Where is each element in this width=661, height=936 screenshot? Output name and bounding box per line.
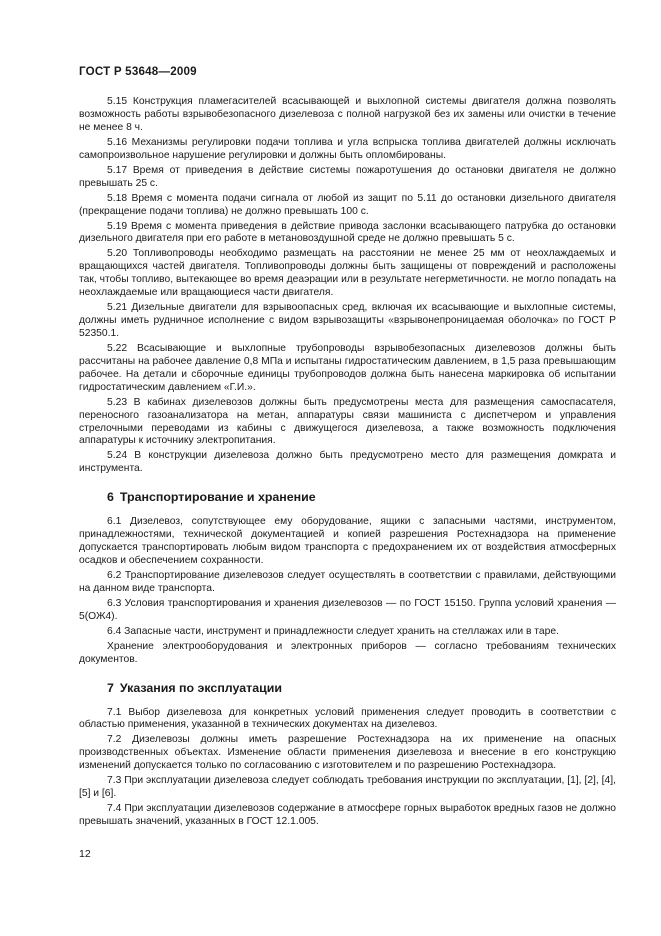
- section-6-number: 6: [107, 490, 114, 505]
- paragraph-6-1: 6.1 Дизелевоз, сопутствующее ему оборудование, ящики с запасными частями, инструментом, принадлежностями, технической документацией и копией разрешения Ростехнадзора на применение допускается транспортировать любым видом транспорта с предохранением их от воздействия атмосферных осадков и обеспечением сохранности.: [79, 516, 616, 566]
- section-7-heading: [79, 681, 616, 696]
- paragraph-7-1: 7.1 Выбор дизелевоза для конкретных условий применения следует проводить в соответствии с областью применения, указанной в технических документах на дизелевоз.: [79, 706, 616, 731]
- section-7-number: 7: [107, 680, 114, 695]
- paragraph-5-17: 5.17 Время от приведения в действие системы пожаротушения до остановки двигателя не должно превышать 25 с.: [79, 164, 616, 189]
- paragraph-5-15: 5.15 Конструкция пламегасителей всасывающей и выхлопной системы двигателя должна позволять возможность работы взрывобезопасного дизелевоза с полной нагрузкой без их замены или очистки в течение не менее 8 ч.: [79, 96, 616, 133]
- paragraph-5-18: 5.18 Время с момента подачи сигнала от любой из защит по 5.11 до остановки дизельного двигателя (прекращение подачи топлива) не должно превышать 100 с.: [79, 192, 616, 217]
- paragraph-7-3: 7.3 При эксплуатации дизелевоза следует соблюдать требования инструкции по эксплуатации, [1], [2], [4], [5] и [6].: [79, 775, 616, 800]
- page-number: 12: [79, 848, 91, 860]
- section-6-title: Транспортирование и хранение: [119, 490, 316, 505]
- paragraph-7-2: 7.2 Дизелевозы должны иметь разрешение Ростехнадзора на их применение на опасных производственных объектах. Изменение области применения дизелевоза и внесение в его конструкцию изменений допускается только по согласованию с изготовителем и по разрешению Ростехнадзора.: [79, 734, 616, 772]
- paragraph-5-19: 5.19 Время с момента приведения в действие привода заслонки всасывающего патрубка до остановки дизельного двигателя при его работе в метановоздушной среде не должно превышать 5 с.: [79, 220, 616, 245]
- paragraph-6-3: 6.3 Условия транспортирования и хранения дизелевозов — по ГОСТ 15150. Группа условий хранения — 5(ОЖ4).: [79, 597, 616, 622]
- paragraph-5-21: 5.21 Дизельные двигатели для взрывоопасных сред, включая их всасывающие и выхлопные системы, должны иметь рудничное исполнение с видом взрывозащиты «взрывонепроницаемая оболочка» по ГОСТ Р 52350.1.: [79, 302, 616, 339]
- paragraph-5-16: 5.16 Механизмы регулировки подачи топлива и угла вспрыска топлива двигателей должны исключать самопроизвольное нарушение регулировки и должны быть опломбированы.: [79, 136, 616, 161]
- paragraph-6-4-storage: Хранение электрооборудования и электронных приборов — согласно требованиям технических документов.: [79, 640, 616, 665]
- paragraph-5-20: 5.20 Топливопроводы необходимо размещать на расстоянии не менее 25 мм от неохлаждаемых и вращающихся частей двигателя. Топливопроводы должны быть защищены от повреждений и расположены так, чтобы топливо, вытекающее во время деаэрации или в результате негерметичности. не могло попадать на неохлаждаемые или вращающиеся части двигателя.: [79, 248, 616, 299]
- paragraph-6-2: 6.2 Транспортирование дизелевозов следует осуществлять в соответствии с правилами, действующими на данном виде транспорта.: [79, 569, 616, 594]
- paragraph-5-23: 5.23 В кабинах дизелевозов должны быть предусмотрены места для размещения самоспасателя, переносного газоанализатора на метан, аппаратуры связи машиниста с диспетчером и управления стрелочными переводами из кабины с движущегося дизелевоза, а также возможность подключения аппаратуры к источнику электропитания.: [79, 396, 616, 447]
- document-header: ГОСТ Р 53648—2009: [79, 65, 197, 78]
- section-7-title: Указания по эксплуатации: [119, 680, 282, 695]
- paragraph-6-4: 6.4 Запасные части, инструмент и принадлежности следует хранить на стеллажах или в таре.: [107, 625, 559, 637]
- paragraph-5-22: 5.22 Всасывающие и выхлопные трубопроводы взрывобезопасных дизелевозов должны быть рассчитаны на рабочее давление 0,8 МПа и испытаны гидростатическим давлением, в 1,5 раза превышающим рабочее. На детали и сборочные единицы трубопроводов должна быть нанесена маркировка об испытании гидростатическим давлением «Г.И.».: [79, 342, 616, 393]
- document-body: [79, 96, 616, 831]
- section-6-heading: [79, 490, 616, 505]
- paragraph-5-24: 5.24 В конструкции дизелевоза должно быть предусмотрено место для размещения домкрата и инструмента.: [79, 450, 616, 475]
- paragraph-7-4: 7.4 При эксплуатации дизелевозов содержание в атмосфере горных выработок вредных газов не должно превышать значений, указанных в ГОСТ 12.1.005.: [79, 803, 616, 828]
